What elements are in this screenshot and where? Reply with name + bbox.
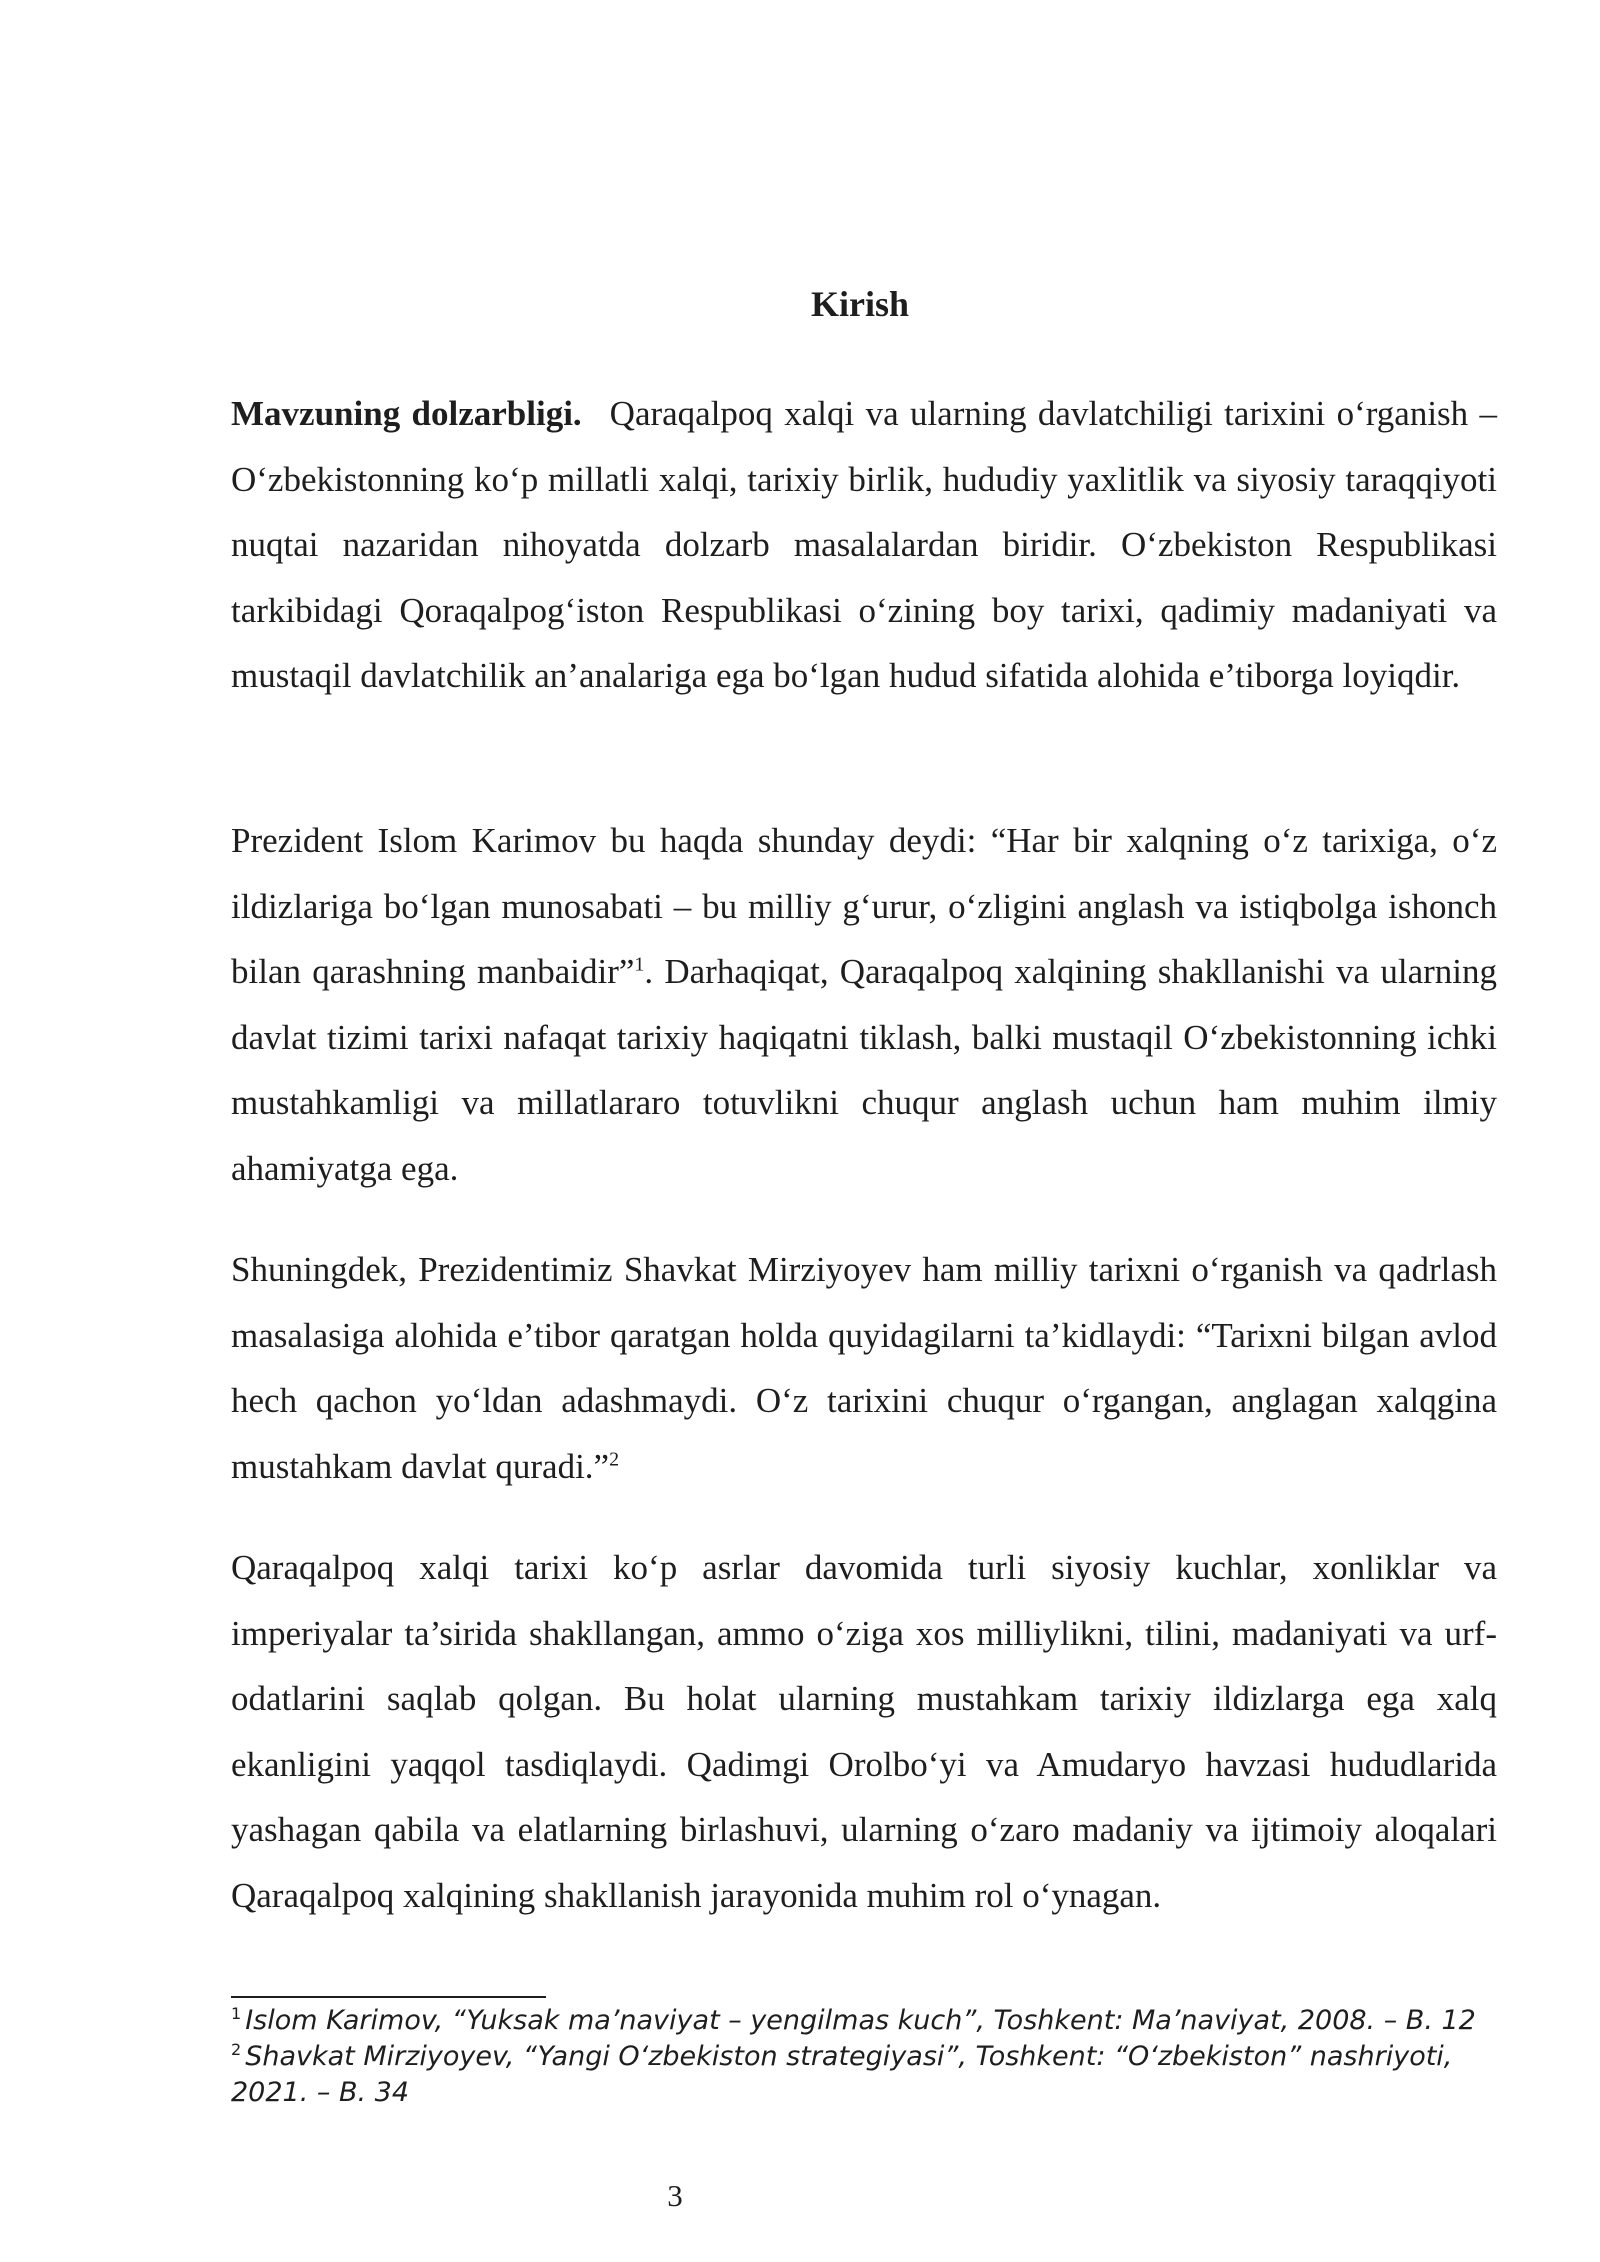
paragraph-relevance	[231, 381, 1497, 709]
paragraph-karimov-quote	[231, 808, 1497, 1201]
footnote-mark: 1	[231, 2004, 242, 2023]
footnote-divider	[231, 1996, 546, 1998]
footnote-text: Shavkat Mirziyoyev, “Yangi O‘zbekiston strategiyasi”, Toshkent: “O‘zbekiston” nashriyoti, 2021. – B. 34	[231, 2041, 1453, 2108]
paragraph-text: Qaraqalpoq xalqi tarixi ko‘p asrlar davomida turli siyosiy kuchlar, xonliklar va imperiyalar ta’sirida shakllangan, ammo o‘ziga xos milliylikni, tilini, madaniyati va urf-odatlarini saqlab qolgan. Bu holat ularning mustahkam tarixiy ildizlarga ega xalq ekanligini yaqqol tasdiqlaydi. Qadimgi Orolbo‘yi va Amudaryo havzasi hududlarida yashagan qabila va elatlarning birlashuvi, ularning o‘zaro madaniy va ijtimoiy aloqalari Qaraqalpoq xalqining shakllanish jarayonida muhim rol o‘ynagan.	[231, 1548, 1497, 1915]
footnote-mark: 2	[231, 2040, 242, 2059]
footnotes	[231, 2003, 1501, 2111]
paragraph-text: Qaraqalpoq xalqi va ularning davlatchiligi tarixini o‘rganish – O‘zbekistonning ko‘p millatli xalqi, tarixiy birlik, hududiy yaxlitlik va siyosiy taraqqiyoti nuqtai nazaridan nihoyatda dolzarb masalalardan biridir. O‘zbekiston Respublikasi tarkibidagi Qoraqalpog‘iston Respublikasi o‘zining boy tarixi, qadimiy madaniyati va mustaqil davlatchilik an’analariga ega bo‘lgan hudud sifatida alohida e’tiborga loyiqdir.	[231, 394, 1497, 695]
footnote-reference[interactable]: 1	[634, 953, 645, 976]
paragraph-mirziyoyev-quote	[231, 1237, 1497, 1499]
footnote-text: Islom Karimov, “Yuksak ma’naviyat – yengilmas kuch”, Toshkent: Ma’naviyat, 2008. – B. 12	[245, 2005, 1476, 2036]
page-number: 3	[667, 2178, 683, 2213]
paragraph-text: Shuningdek, Prezidentimiz Shavkat Mirziyoyev ham milliy tarixni o‘rganish va qadrlash masalasiga alohida e’tibor qaratgan holda quyidagilarni ta’kidlaydi: “Tarixni bilgan avlod hech qachon yo‘ldan adashmaydi. O‘z tarixini chuqur o‘rgangan, anglagan xalqgina mustahkam davlat quradi.”	[231, 1250, 1497, 1486]
paragraph-text: Prezident Islom Karimov bu haqda shunday deydi: “Har bir xalqning o‘z tarixiga, o‘z ildizlariga bo‘lgan munosabati – bu milliy g‘urur, o‘zligini anglash va istiqbolga ishonch bilan qarashning manbaidir”	[231, 821, 1497, 991]
section-heading: Kirish	[810, 284, 909, 324]
paragraph-history	[231, 1535, 1497, 1928]
footnote-item	[231, 2003, 1501, 2039]
footnote-reference[interactable]: 2	[609, 1447, 620, 1470]
footnote-item	[231, 2039, 1501, 2111]
paragraph-text-continued: . Darhaqiqat, Qaraqalpoq xalqining shakllanishi va ularning davlat tizimi tarixi nafaqat tarixiy haqiqatni tiklash, balki mustaqil O‘zbekistonning ichki mustahkamligi va millatlararo totuvlikni chuqur anglash uchun ham muhim ilmiy ahamiyatga ega.	[231, 952, 1497, 1188]
paragraph-lead: Mavzuning dolzarbligi.	[231, 394, 582, 433]
